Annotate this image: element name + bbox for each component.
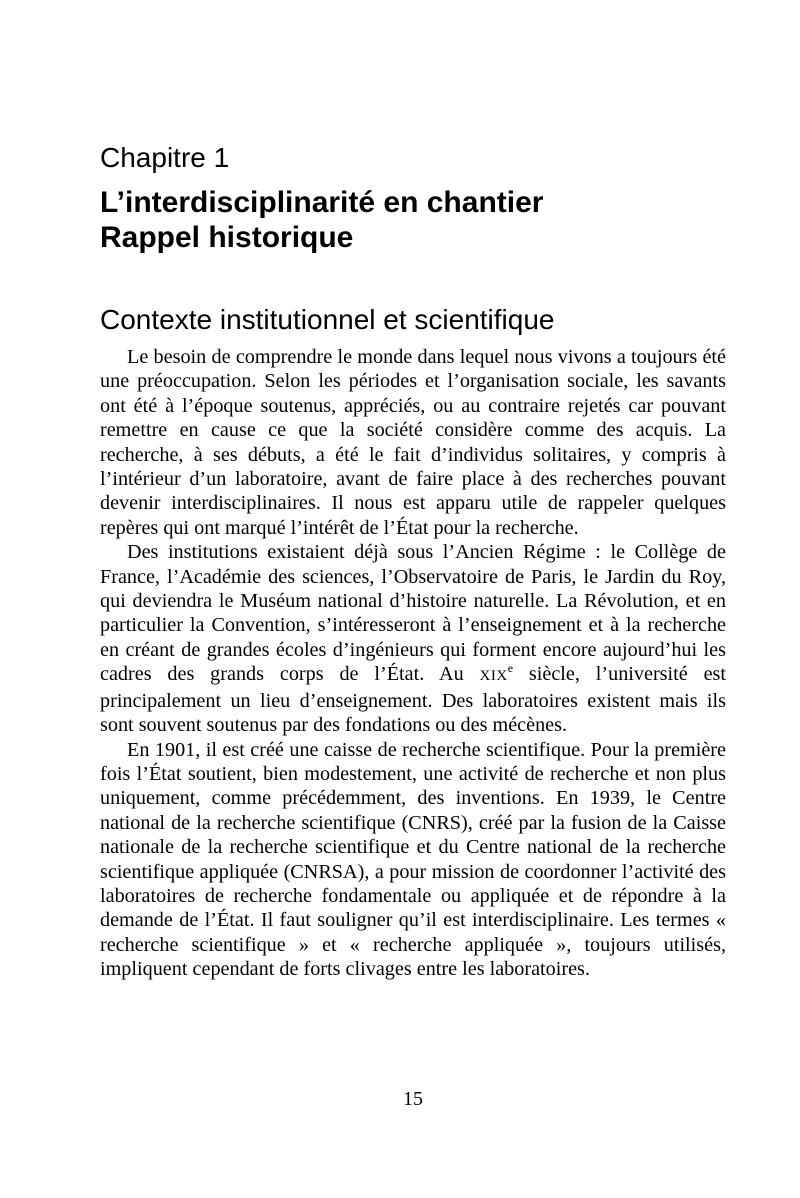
body-text [100,345,726,982]
chapter-subtitle-line-2: Rappel historique [100,221,354,254]
century-numeral: XIX [479,668,508,685]
chapter-title [100,185,543,255]
section-heading: Contexte institutionnel et scientifique [100,304,555,335]
paragraph-2 [100,540,726,737]
paragraph-2-part-2: siècle, l’université est principalement un lieu d’enseignement. Des laboratoires existent mais ils sont souvent soutenus par des fondations ou des mécènes. [100,663,726,737]
century-superscript: e [507,661,514,676]
paragraph-2-part-1: Des institutions existaient déjà sous l’Ancien Régime : le Collège de France, l’Académie des sciences, l’Observatoire de Paris, le Jardin du Roy, qui deviendra le Muséum national d’histoire naturelle. La Révolution, et en particulier la Convention, s’intéresseront à l’enseignement et à la recherche en créant de grandes écoles d’ingénieurs qui forment encore aujourd’hui les cadres des grands corps de l’État. Au [100,541,726,686]
chapter-title-line-1: L’interdisciplinarité en chantier [100,186,544,219]
page-number: 15 [403,1088,423,1110]
paragraph-3: En 1901, il est créé une caisse de recherche scientifique. Pour la première fois l’État soutient, bien modestement, une activité de recherche et non plus uniquement, comme précédemment, des inventions. En 1939, le Centre national de la recherche scientifique (CNRS), créé par la fusion de la Caisse nationale de la recherche scientifique et du Centre national de la recherche scientifique appliquée (CNRSA), a pour mission de coordonner l’activité des laboratoires de recherche fondamentale ou appliquée et de répondre à la demande de l’État. Il faut souligner qu’il est interdisciplinaire. Les termes « recherche scientifique » et « recherche appliquée », toujours utilisés, impliquent cependant de forts clivages entre les laboratoires. [100,738,726,981]
chapter-label: Chapitre 1 [100,142,230,173]
paragraph-1: Le besoin de comprendre le monde dans lequel nous vivons a toujours été une préoccupation. Selon les périodes et l’organisation sociale, les savants ont été à l’époque soutenus, appréciés, ou au contraire rejetés car pouvant remettre en cause ce que la société considère comme des acquis. La recherche, à ses débuts, a été le fait d’individus solitaires, y compris à l’intérieur d’un laboratoire, avant de faire place à des recherches pouvant devenir interdisciplinaires. Il nous est apparu utile de rappeler quelques repères qui ont marqué l’intérêt de l’État pour la recherche. [100,346,726,539]
